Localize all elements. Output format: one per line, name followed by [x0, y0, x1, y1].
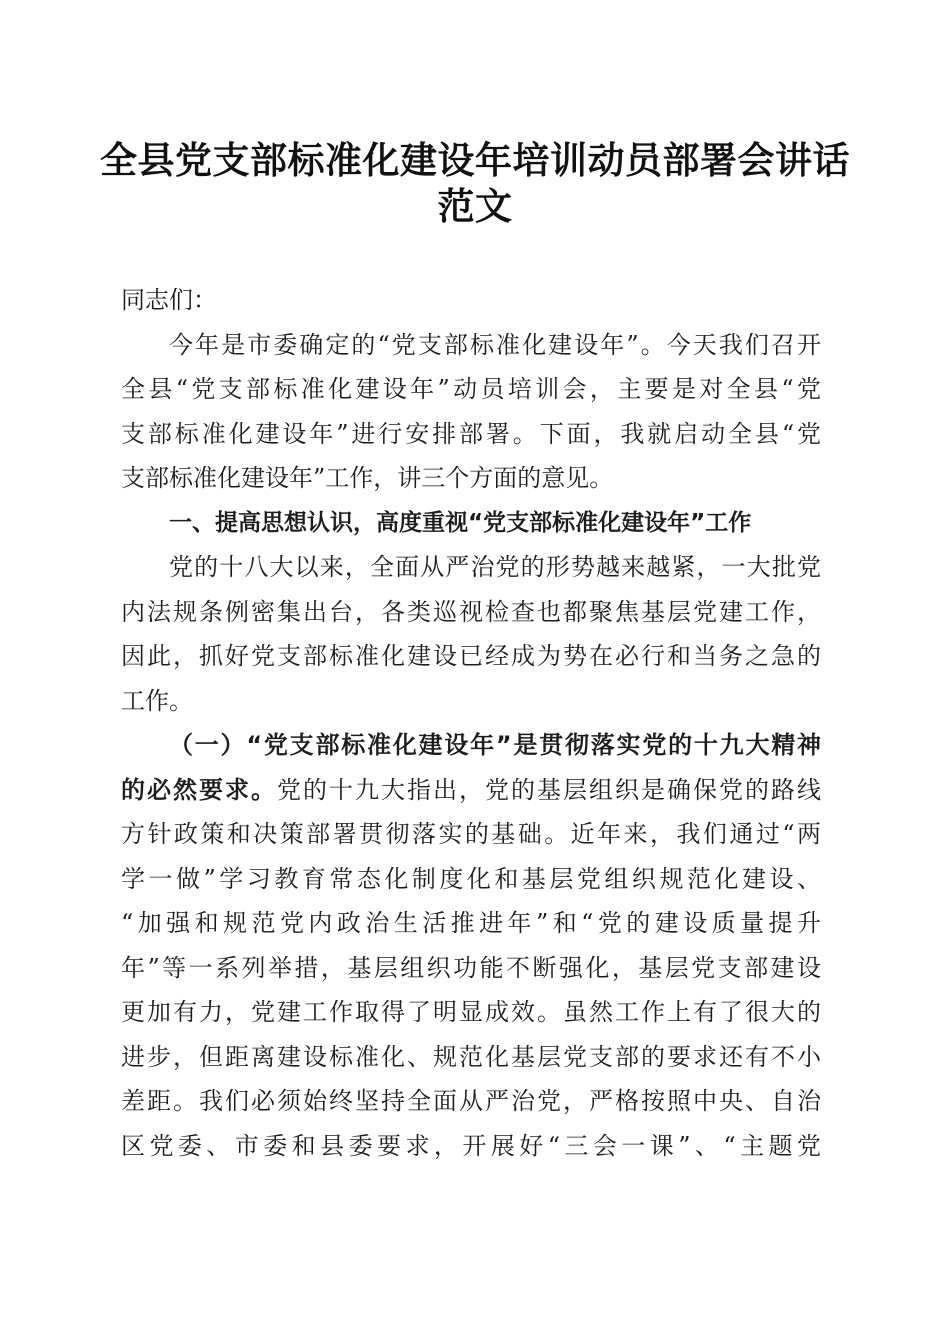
document-title-line-2: 范文: [437, 185, 513, 228]
paragraph-2-line-1: 党的十八大以来，全面从严治党的形势越来越紧，一大批党: [169, 553, 821, 581]
paragraph-3-lead-line-1: （一）“党支部标准化建设年”是贯彻落实党的十九大精神: [169, 731, 821, 759]
paragraph-3-line-8: 进步，但距离建设标准化、规范化基层党支部的要求还有不小: [121, 1042, 821, 1071]
document-body: [121, 278, 821, 1168]
paragraph-2-line-3: 因此，抓好党支部标准化建设已经成为势在必行和当务之急的: [121, 642, 821, 670]
paragraph-2-line-2: 内法规条例密集出台，各类巡视检查也都聚焦基层党建工作，: [121, 597, 821, 626]
paragraph-3-line-2-rest: 党的十九大指出，党的基层组织是确保党的路线: [277, 775, 821, 804]
salutation: 同志们：: [121, 286, 217, 314]
paragraph-3-line-5: “加强和规范党内政治生活推进年”和“党的建设质量提升: [121, 909, 821, 937]
paragraph-1-line-3: 支部标准化建设年”进行安排部署。下面，我就启动全县“党: [121, 419, 821, 448]
paragraph-3-line-6: 年”等一系列举措，基层组织功能不断强化，基层党支部建设: [121, 953, 821, 982]
document-title-line-1: 全县党支部标准化建设年培训动员部署会讲话: [100, 139, 850, 182]
paragraph-2-line-4: 工作。: [121, 686, 193, 715]
paragraph-3-line-10: 区党委、市委和县委要求，开展好“三会一课”、“主题党: [121, 1131, 821, 1160]
paragraph-3-line-3: 方针政策和决策部署贯彻落实的基础。近年来，我们通过“两: [121, 820, 821, 848]
paragraph-1-line-2: 全县“党支部标准化建设年”动员培训会，主要是对全县“党: [121, 375, 821, 403]
paragraph-3-line-2: [121, 768, 821, 813]
section-heading-1: 一、提高思想认识，高度重视“党支部标准化建设年”工作: [169, 509, 752, 536]
paragraph-3-lead-line-2: 的必然要求。: [121, 775, 277, 804]
paragraph-3-line-7: 更加有力，党建工作取得了明显成效。虽然工作上有了很大的: [121, 998, 821, 1026]
paragraph-3-line-4: 学一做”学习教育常态化制度化和基层党组织规范化建设、: [121, 864, 821, 893]
paragraph-3-line-9: 差距。我们必须始终坚持全面从严治党，严格按照中央、自治: [121, 1087, 821, 1115]
paragraph-1-line-1: 今年是市委确定的“党支部标准化建设年”。今天我们召开: [169, 330, 821, 359]
paragraph-1-line-4: 支部标准化建设年”工作，讲三个方面的意见。: [121, 464, 614, 492]
